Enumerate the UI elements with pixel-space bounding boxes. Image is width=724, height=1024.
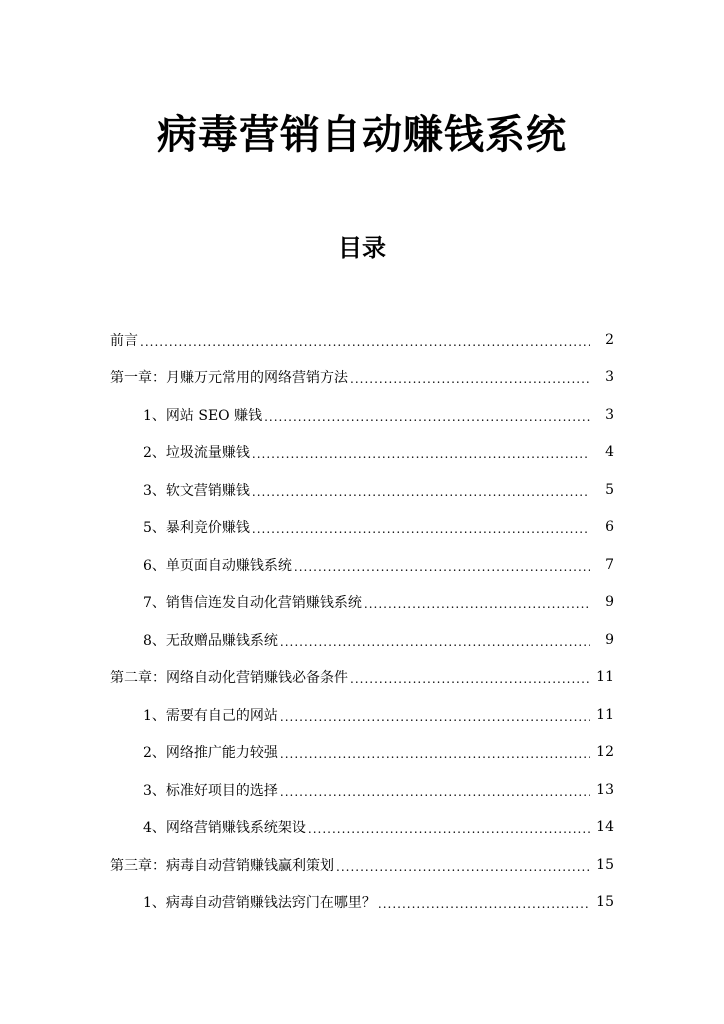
toc-entry-page: 14 bbox=[596, 819, 614, 836]
toc-entry-label: 2、网络推广能力较强 bbox=[143, 745, 278, 762]
toc-entry-page: 9 bbox=[605, 594, 614, 611]
toc-entry-section[interactable] bbox=[0, 509, 724, 547]
toc-entry-label: 4、网络营销赚钱系统架设 bbox=[143, 820, 306, 837]
toc-entry-page: 3 bbox=[605, 406, 614, 423]
toc-entry-page: 9 bbox=[605, 631, 614, 648]
toc-entry-page: 4 bbox=[605, 444, 614, 461]
toc-entry-page: 3 bbox=[605, 369, 614, 386]
toc-entry-label: 1、网站 SEO 赚钱 bbox=[143, 407, 263, 424]
toc-entry-label: 第二章：网络自动化营销赚钱必备条件 bbox=[110, 670, 348, 687]
toc-entry-section[interactable] bbox=[0, 621, 724, 659]
toc-entry-label: 1、病毒自动营销赚钱法窍门在哪里？ bbox=[143, 895, 376, 912]
toc-entry-label: 3、软文营销赚钱 bbox=[143, 482, 250, 499]
toc-entry-page: 11 bbox=[596, 669, 614, 686]
toc-leader-dots bbox=[140, 335, 590, 349]
toc-entry-section[interactable] bbox=[0, 734, 724, 772]
toc-leader-dots bbox=[252, 447, 590, 461]
toc-leader-dots bbox=[264, 410, 590, 424]
toc-entry-chapter-3[interactable] bbox=[0, 846, 724, 884]
toc-entry-label: 2、垃圾流量赚钱 bbox=[143, 445, 250, 462]
toc-leader-dots bbox=[252, 485, 590, 499]
toc-entry-page: 13 bbox=[596, 781, 614, 798]
toc-entry-label: 6、单页面自动赚钱系统 bbox=[143, 557, 292, 574]
toc-entry-page: 11 bbox=[596, 706, 614, 723]
toc-entry-label: 1、需要有自己的网站 bbox=[143, 707, 278, 724]
toc-leader-dots bbox=[280, 747, 590, 761]
toc-entry-page: 5 bbox=[605, 481, 614, 498]
toc-leader-dots bbox=[252, 522, 590, 536]
toc-entry-label: 第三章：病毒自动营销赚钱赢利策划 bbox=[110, 857, 334, 874]
toc-entry-page: 15 bbox=[596, 894, 614, 911]
toc-leader-dots bbox=[308, 822, 590, 836]
toc-entry-page: 12 bbox=[596, 744, 614, 761]
toc-entry-preface[interactable] bbox=[0, 321, 724, 359]
toc-leader-dots bbox=[378, 897, 590, 911]
table-of-contents bbox=[0, 321, 724, 921]
toc-leader-dots bbox=[364, 597, 590, 611]
toc-entry-page: 6 bbox=[605, 519, 614, 536]
toc-entry-label: 第一章：月赚万元常用的网络营销方法 bbox=[110, 370, 348, 387]
toc-entry-page: 2 bbox=[605, 331, 614, 348]
toc-entry-section[interactable] bbox=[0, 771, 724, 809]
toc-entry-section[interactable] bbox=[0, 884, 724, 922]
toc-entry-section[interactable] bbox=[0, 471, 724, 509]
toc-entry-label: 5、暴利竞价赚钱 bbox=[143, 520, 250, 537]
toc-leader-dots bbox=[280, 710, 590, 724]
toc-leader-dots bbox=[350, 672, 590, 686]
toc-entry-section[interactable] bbox=[0, 584, 724, 622]
toc-leader-dots bbox=[350, 372, 590, 386]
toc-entry-label: 前言 bbox=[110, 332, 138, 349]
toc-entry-label: 7、销售信连发自动化营销赚钱系统 bbox=[143, 595, 362, 612]
toc-entry-chapter-2[interactable] bbox=[0, 659, 724, 697]
toc-entry-label: 8、无敌赠品赚钱系统 bbox=[143, 632, 278, 649]
document-title: 病毒营销自动赚钱系统 bbox=[157, 112, 567, 158]
toc-entry-section[interactable] bbox=[0, 546, 724, 584]
toc-heading: 目录 bbox=[338, 234, 386, 262]
toc-leader-dots bbox=[280, 635, 590, 649]
toc-entry-section[interactable] bbox=[0, 809, 724, 847]
toc-entry-section[interactable] bbox=[0, 396, 724, 434]
toc-leader-dots bbox=[280, 785, 590, 799]
toc-entry-section[interactable] bbox=[0, 696, 724, 734]
toc-entry-page: 7 bbox=[605, 556, 614, 573]
toc-leader-dots bbox=[294, 560, 590, 574]
toc-entry-label: 3、标准好项目的选择 bbox=[143, 782, 278, 799]
toc-entry-chapter-1[interactable] bbox=[0, 359, 724, 397]
toc-entry-page: 15 bbox=[596, 856, 614, 873]
toc-entry-section[interactable] bbox=[0, 434, 724, 472]
toc-leader-dots bbox=[336, 860, 590, 874]
